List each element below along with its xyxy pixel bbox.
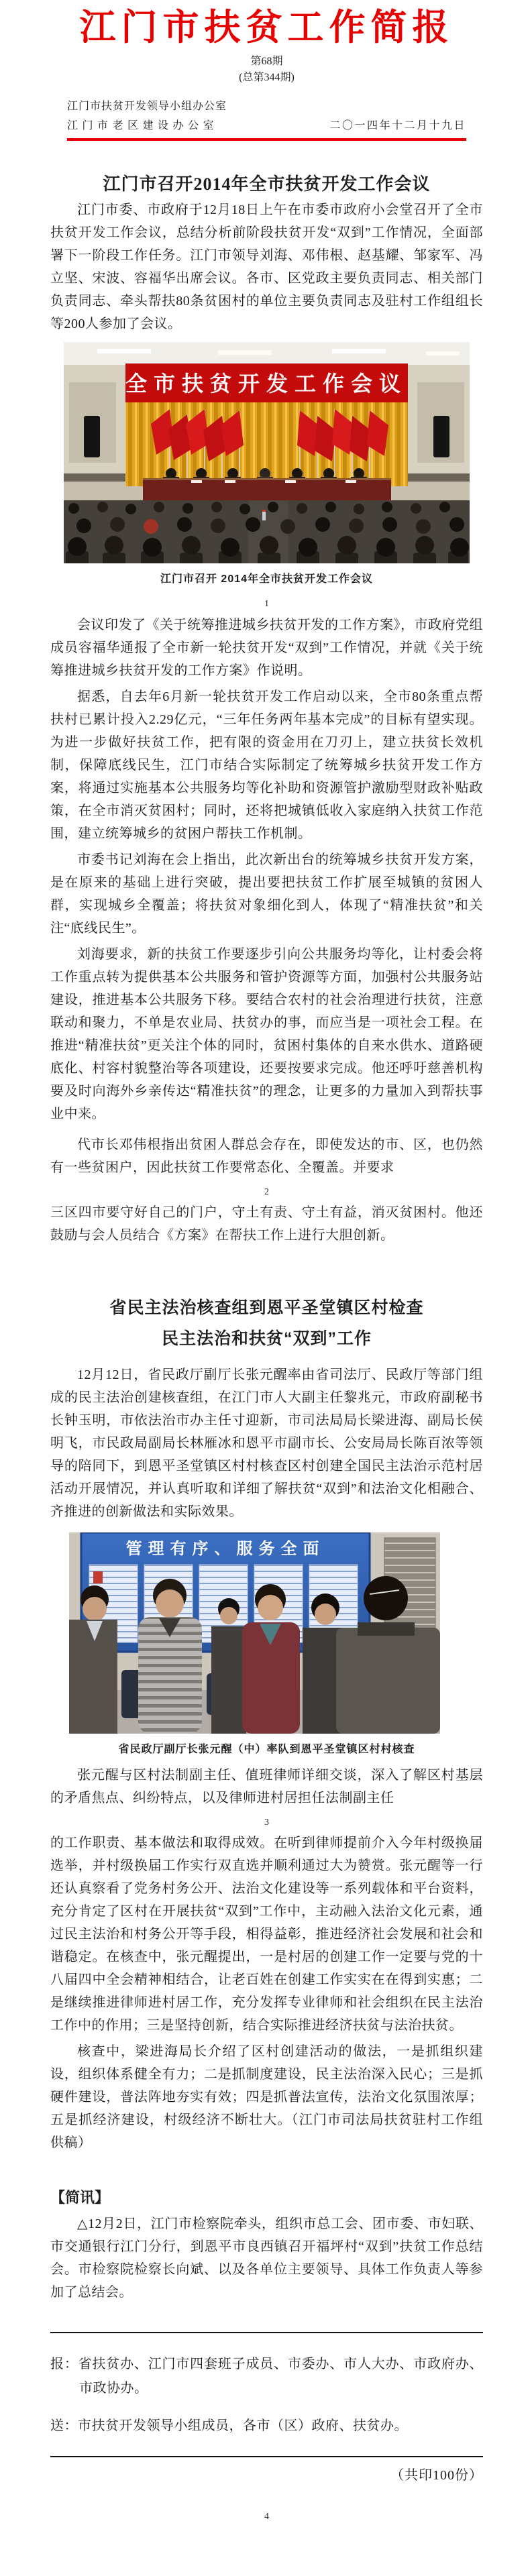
distribution-send-row	[50, 2414, 483, 2438]
briefs-header: 【简讯】	[50, 2189, 110, 2206]
article2-paragraph: 的工作职责、基本做法和取得成效。在听到律师提前介入今年村级换届选举，并村级换届工作实行双直选并顺利通过大为赞赏。张元醒等一行还认真察看了党务村务公开、法治文化建设等一系列载体和平台资料，充分肯定了区村在开展扶贫“双到”工作中，主动融入法治文化元素，通过民主法治和村务公开等手段，相得益彰，推进经济社会发展和社会和谐稳定。在核查中，张元醒提出，一是村居的创建工作一定要与党的十八届四中全会精神相结合，让老百姓在创建工作实实在在得到实惠；二是继续推进律师进村居工作，充分发挥专业律师和社会组织在民主法治工作中的作用；三是坚持创新，结合实际推进经济扶贫与法治扶贫。	[50, 1836, 483, 2033]
article1-paragraph: 据悉，自去年6月新一轮扶贫开发工作启动以来，全市80条重点帮扶村已累计投入2.29亿元，“三年任务两年基本完成”的目标有望实现。为进一步做好扶贫工作，把有限的资金用在刀刃上，建立扶贫长效机制，保障底线民生，江门市结合实际制定了统筹城乡扶贫开发工作方案，将通过实施基本公共服务均等化补助和资源管护激励型财政补贴政策，在全市消灭贫困村；同时，还将把城镇低收入家庭纳入扶贫工作范围，建立统筹城乡的贫困户帮扶工作机制。	[50, 689, 483, 842]
photo2-board-heading: 管理有序、服务全面	[125, 1541, 325, 1559]
photo1-banner-text: 全市扶贫开发工作会议	[125, 372, 408, 396]
article2-title-line2: 民主法治和扶贫“双到”工作	[161, 1329, 372, 1349]
article1-title: 江门市召开2014年全市扶贫开发工作会议	[103, 174, 431, 194]
inspection-photo	[69, 1532, 440, 1734]
total-issue-number: (总第344期)	[239, 72, 295, 84]
article1-paragraph: 三区四市要守好自己的门户，守土有责、守土有益，消灭贫困村。他还鼓励与会人员结合《方案》在帮扶工作上进行大胆创新。	[50, 1205, 483, 1243]
issuing-org-2: 江门市老区建设办公室	[67, 120, 219, 132]
article2-paragraph: 12月12日，省民政厅副厅长张元醒率由省司法厅、民政厅等部门组成的民主法治创建核查组，在江门市人大副主任黎兆元，市政府副秘书长钟玉明，市依法治市办主任寸迎新，市司法局局长梁进海、副局长侯明飞，市民政局副局长林雁冰和恩平市副市长、公安局局长陈百浓等领导的陪同下，到恩平圣堂镇区村村核查区村创建全国民主法治示范村居活动开展情况，并认真听取和详细了解扶贫“双到”和法治文化相融合、齐推进的创新做法和实际效果。	[50, 1367, 483, 1520]
article1-paragraph: 代市长邓伟根指出贫困人群总会存在，即使发达的市、区，也仍然有一些贫困户，因此扶贫工作要常态化、全覆盖。并要求	[50, 1137, 483, 1176]
article2-title-line1: 省民主法治核查组到恩平圣堂镇区村检查	[109, 1298, 424, 1318]
distribution-block	[50, 2332, 483, 2457]
article2-paragraph: 核查中，梁进海局长介绍了区村创建活动的做法，一是抓组织建设，组织体系健全有力；二是抓制度建设，民主法治深入民心；三是抓硬件建设，普法阵地夯实有效；四是抓普法宣传，法治文化氛围浓厚；五是抓经济建设，村级经济不断壮大。（江门市司法局扶贫驻村工作组供稿）	[50, 2044, 483, 2151]
meeting-photo	[64, 342, 470, 563]
article2-title	[50, 1292, 483, 1354]
masthead-rule	[67, 138, 466, 141]
brief-item: △12月2日，江门市检察院牵头，组织市总工会、团市委、市妇联、市交通银行江门分行，到恩平市良西镇召开福坪村“双到”扶贫工作总结会。市检察院检察长向斌、以及各单位主要领导、具体工作负责人等参加了总结会。	[50, 2217, 483, 2300]
article1-paragraph: 会议印发了《关于统筹推进城乡扶贫开发的工作方案》，市政府党组成员容福华通报了全市新一轮扶贫开发“双到”工作情况，并就《关于统筹推进城乡扶贫开发的工作方案》作说明。	[50, 618, 483, 679]
issue-number: 第68期	[250, 56, 283, 68]
masthead-meta	[50, 97, 483, 135]
send-recipients: 市扶贫开发领导小组成员，各市（区）政府、扶贫办。	[78, 2418, 408, 2434]
print-copies-note: （共印100份）	[390, 2468, 483, 2483]
send-label: 送：	[50, 2418, 78, 2434]
report-label: 报：	[50, 2357, 78, 2372]
article2-paragraph: 张元醒与区村法制副主任、值班律师详细交谈，深入了解区村基层的矛盾焦点、纠纷特点，以及律师进村居担任法制副主任	[50, 1768, 483, 1806]
page-number-2: 2	[264, 1187, 269, 1198]
article1-paragraph: 刘海要求，新的扶贫工作要逐步引向公共服务均等化，让村委会将工作重点转为提供基本公共服务和管护资源等方面，加强村公共服务站建设，推进基本公共服务下移。要结合农村的社会治理进行扶贫，注意联动和聚力，不单是农业局、扶贫办的事，而应当是一项社会工程。在推进“精准扶贫”更关注个体的同时，贫困村集体的自来水供水、道路硬底化、村容村貌整治等各项建设，还要按要求完成。他还呼吁慈善机构要及时向海外乡亲传达“精准扶贫”的理念，让更多的力量加入到帮扶事业中来。	[50, 947, 483, 1122]
inspection-photo-graphic	[69, 1532, 440, 1734]
article1-paragraph: 江门市委、市政府于12月18日上午在市委市政府小会堂召开了全市扶贫开发工作会议，总结分析前阶段扶贫开发“双到”工作情况，全面部署下一阶段工作任务。江门市领导刘海、邓伟根、赵基耀、邹家军、冯立坚、宋波、容福华出席会议。各市、区党政主要负责同志、相关部门负责同志、牵头帮扶80条贫困村的单位主要负责同志及驻村工作组组长等200人参加了会议。	[50, 203, 483, 332]
photo1-caption: 江门市召开 2014年全市扶贫开发工作会议	[160, 573, 374, 585]
page-number-1: 1	[264, 599, 269, 610]
page-number-4: 4	[264, 2512, 269, 2522]
distribution-report-row	[50, 2352, 483, 2400]
article1-paragraph: 市委书记刘海在会上指出，此次新出台的统筹城乡扶贫开发方案，是在原来的基础上进行突破，提出要把扶贫工作扩展至城镇的贫困人群，实现城乡全覆盖；将扶贫对象细化到人，体现了“精准扶贫”和关注“底线民生”。	[50, 852, 483, 936]
photo2-caption: 省民政厅副厅长张元醒（中）率队到恩平圣堂镇区村村核查	[118, 1744, 415, 1756]
issuing-org-1: 江门市扶贫开发领导小组办公室	[67, 101, 227, 113]
issue-date: 二〇一四年十二月十九日	[329, 120, 466, 132]
page-number-3: 3	[264, 1817, 269, 1828]
meeting-photo-graphic	[64, 342, 470, 563]
masthead-title: 江门市扶贫工作简报	[79, 7, 454, 48]
report-recipients: 省扶贫办、江门市四套班子成员、市委办、市人大办、市政府办、市政协办。	[78, 2357, 484, 2396]
